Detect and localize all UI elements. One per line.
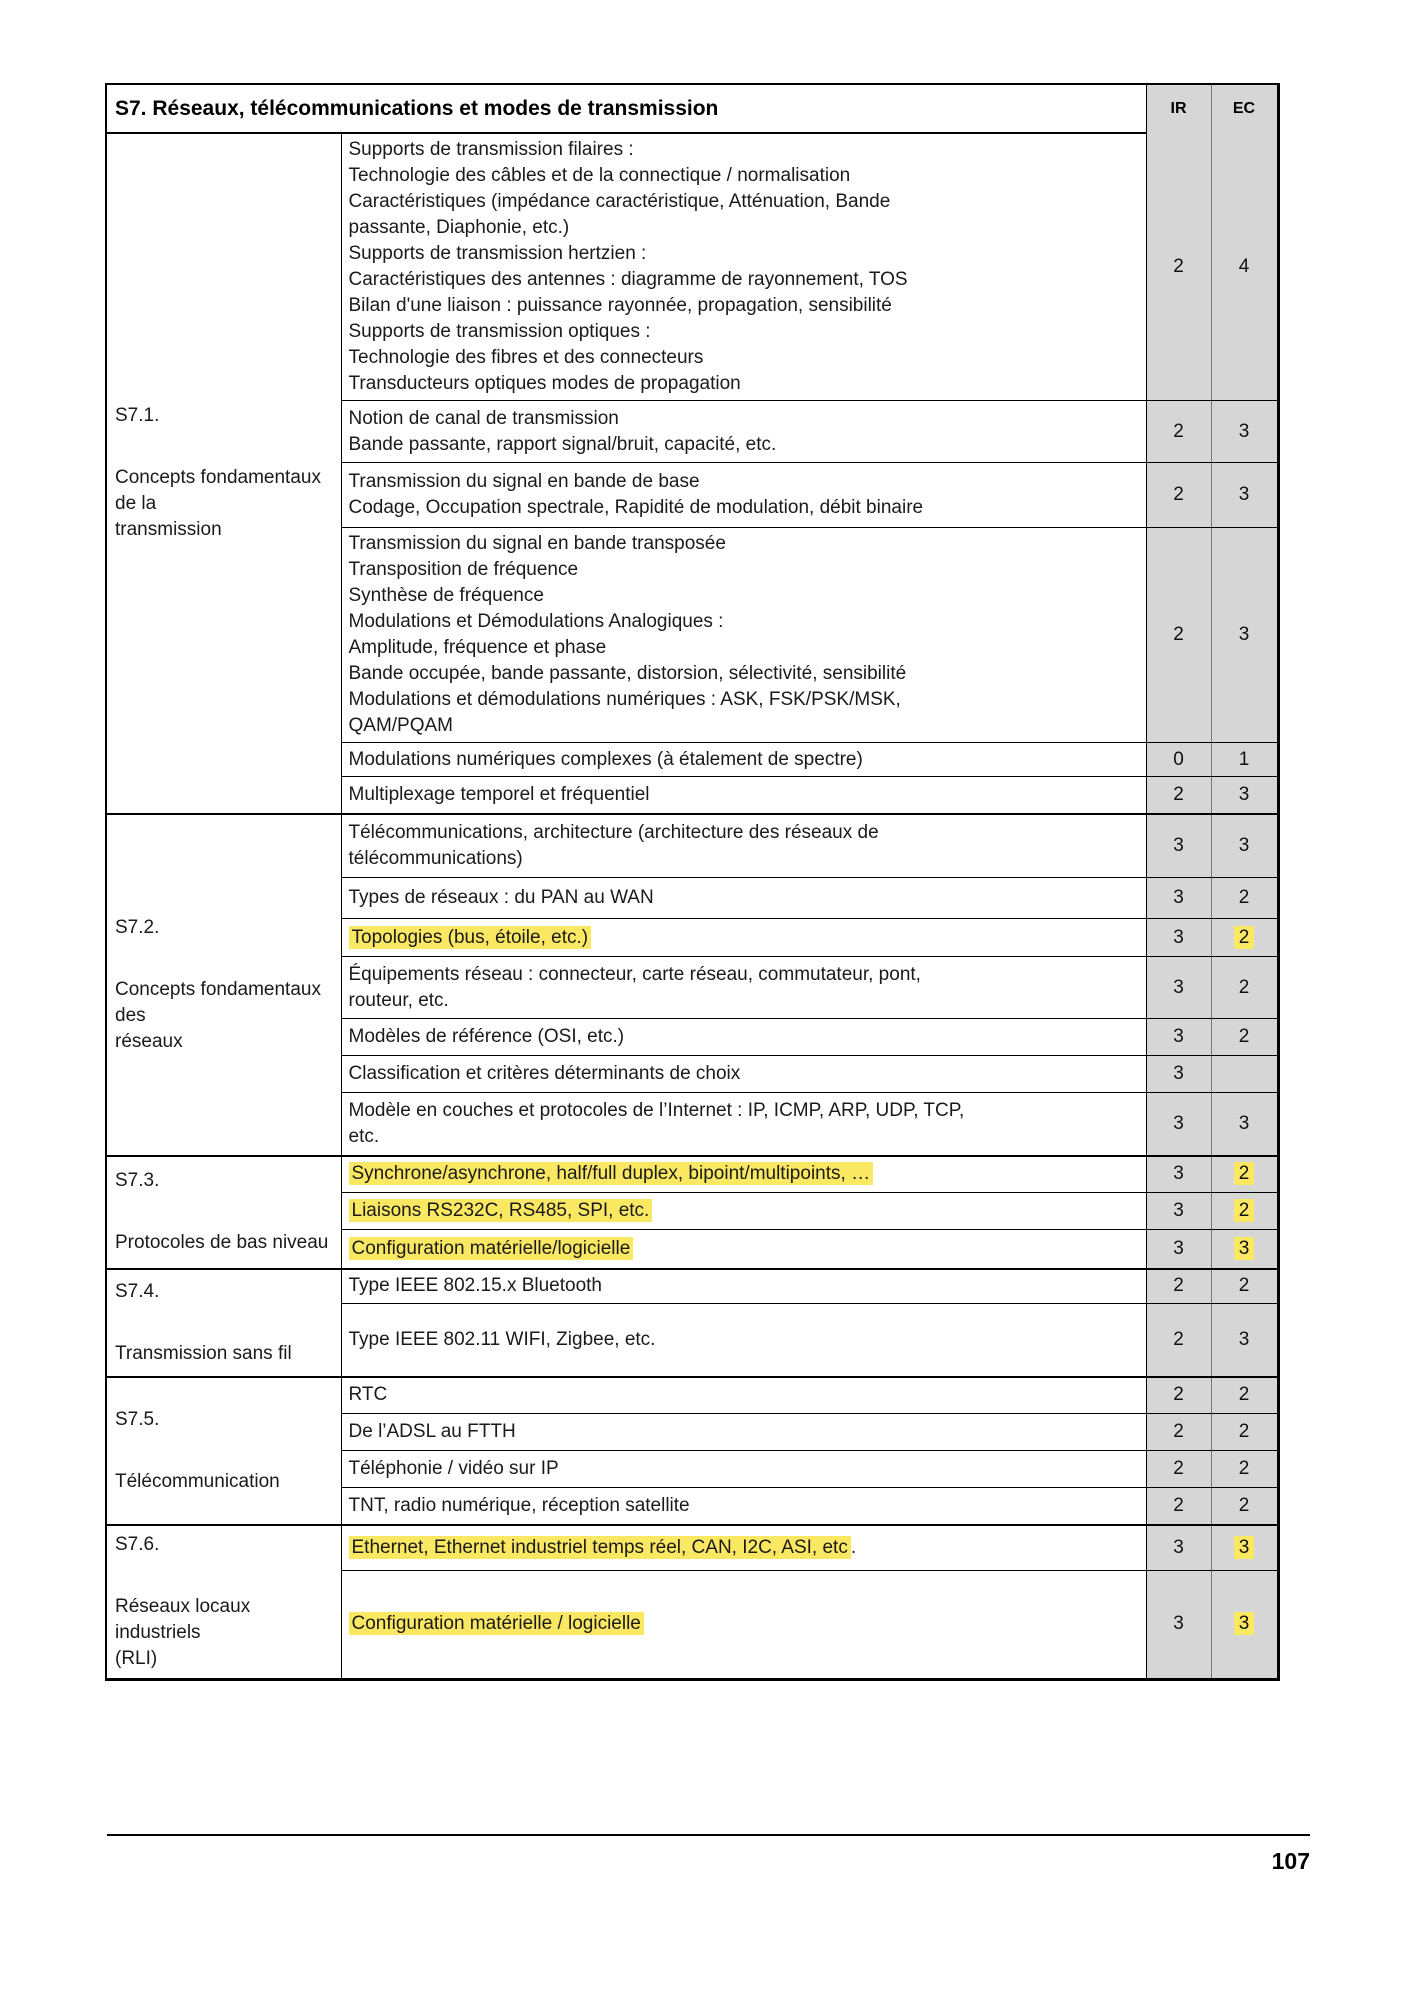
page-number: 107 [1271,1848,1310,1874]
ir-value-cell: 3 [1146,814,1211,878]
ec-value-cell [1211,919,1278,957]
highlighted-value: 2 [1234,926,1255,949]
ec-value-cell: 3 [1211,401,1278,463]
ir-value-cell: 2 [1146,777,1211,814]
topic-cell [341,743,1146,777]
topic-cell [341,1377,1146,1414]
section-code: S7.3. [115,1170,160,1191]
ec-value-cell: 2 [1211,1488,1278,1525]
topic-line-suffix: . [850,1536,857,1558]
ir-value-cell: 3 [1146,1019,1211,1056]
topic-line: Types de réseaux : du PAN au WAN [348,887,654,908]
table-title: S7. Réseaux, télécommunications et modes de transmission [106,84,1146,133]
topic-line: Transmission du signal en bande transposée [348,533,726,554]
topic-line: Type IEEE 802.11 WIFI, Zigbee, etc. [348,1328,656,1350]
topic-line: passante, Diaphonie, etc.) [348,217,570,238]
topic-cell [341,1230,1146,1269]
ir-value-cell: 3 [1146,919,1211,957]
section-title: Transmission sans fil [115,1342,292,1364]
section-label-cell [106,1525,341,1680]
topic-line: télécommunications) [348,847,523,869]
topic-line [349,1161,1140,1187]
ec-value-cell: 2 [1211,1414,1278,1451]
highlighted-text: Liaisons RS232C, RS485, SPI, etc. [349,1199,653,1222]
topic-line: Supports de transmission filaires : [348,139,634,160]
topic-line [349,1535,1140,1561]
topic-cell [341,528,1146,743]
topic-line [349,1611,1140,1637]
topic-line: Modèles de référence (OSI, etc.) [348,1026,625,1047]
topic-cell [341,463,1146,528]
topic-line: Notion de canal de transmission [348,407,619,429]
topic-line: Codage, Occupation spectrale, Rapidité de modulation, débit binaire [348,497,924,518]
ir-value-cell: 3 [1146,1093,1211,1156]
section-title: Concepts fondamentaux des réseaux [115,978,321,1052]
ec-value-cell: 2 [1211,1451,1278,1488]
table-row [106,1269,1278,1304]
ir-value-cell: 2 [1146,528,1211,743]
table-row [106,1377,1278,1414]
ec-value-cell [1211,1230,1278,1269]
topic-cell [341,1056,1146,1093]
topic-line: Synthèse de fréquence [348,585,544,606]
topic-cell [341,1570,1146,1679]
ec-value-cell: 4 [1211,133,1278,401]
ec-value-cell: 3 [1211,528,1278,743]
ir-value-cell: 3 [1146,957,1211,1019]
section-code: S7.1. [115,405,160,427]
topic-line: Modèle en couches et protocoles de l’Internet : IP, ICMP, ARP, UDP, TCP, [348,1099,965,1121]
section-label-cell [106,1269,341,1377]
curriculum-table-wrapper [105,83,1280,1681]
highlighted-text: Synchrone/asynchrone, half/full duplex, bipoint/multipoints, … [349,1162,874,1185]
topic-cell [341,1451,1146,1488]
ec-value-cell: 2 [1211,957,1278,1019]
highlighted-value: 3 [1234,1612,1255,1635]
ir-value-cell: 2 [1146,1414,1211,1451]
ir-value-cell: 2 [1146,1377,1211,1414]
ir-value-cell: 2 [1146,401,1211,463]
highlighted-text: Ethernet, Ethernet industriel temps réel, CAN, I2C, ASI, etc [349,1536,851,1559]
topic-line: Type IEEE 802.15.x Bluetooth [348,1275,603,1297]
ec-value-cell [1211,1525,1278,1571]
topic-cell [341,1269,1146,1304]
ir-value-cell: 2 [1146,133,1211,401]
table-row [106,133,1278,401]
topic-line: Bande passante, rapport signal/bruit, capacité, etc. [348,433,777,455]
topic-line: QAM/PQAM [348,715,454,736]
topic-cell [341,878,1146,919]
ir-value-cell: 2 [1146,1488,1211,1525]
ir-value-cell: 0 [1146,743,1211,777]
topic-line: routeur, etc. [348,989,449,1011]
topic-line: Caractéristiques des antennes : diagramme de rayonnement, TOS [348,269,908,290]
topic-cell [341,401,1146,463]
section-label-cell [106,1377,341,1525]
topic-cell [341,957,1146,1019]
topic-line: Supports de transmission optiques : [348,321,651,342]
section-code: S7.2. [115,916,160,938]
section-title: Protocoles de bas niveau [115,1232,329,1253]
topic-line: Équipements réseau : connecteur, carte réseau, commutateur, pont, [348,963,921,985]
topic-line: Modulations et Démodulations Analogiques : [348,611,724,632]
ec-value-cell: 1 [1211,743,1278,777]
footer-divider [107,1834,1310,1836]
topic-cell [341,1156,1146,1193]
ec-value-cell [1211,1056,1278,1093]
highlighted-text: Configuration matérielle/logicielle [349,1237,634,1260]
ir-value-cell: 3 [1146,878,1211,919]
ir-value-cell: 2 [1146,1269,1211,1304]
topic-cell [341,133,1146,401]
topic-line: Supports de transmission hertzien : [348,243,647,264]
column-header-ir: IR [1146,84,1211,133]
highlighted-value: 3 [1234,1237,1255,1260]
topic-cell [341,1488,1146,1525]
ec-value-cell [1211,1570,1278,1679]
topic-line [349,925,1140,951]
highlighted-value: 2 [1234,1162,1255,1185]
section-label-cell [106,814,341,1156]
topic-cell [341,777,1146,814]
topic-line: Transducteurs optiques modes de propagation [348,373,741,394]
table-row [106,814,1278,878]
ir-value-cell: 2 [1146,1451,1211,1488]
highlighted-text: Configuration matérielle / logicielle [349,1612,644,1635]
topic-line: Modulations numériques complexes (à étalement de spectre) [348,748,863,770]
topic-cell [341,1414,1146,1451]
topic-line: Modulations et démodulations numériques : ASK, FSK/PSK/MSK, [348,689,901,710]
column-header-ec: EC [1211,84,1278,133]
topic-line: De l’ADSL au FTTH [348,1421,516,1442]
topic-cell [341,919,1146,957]
topic-line [349,1198,1140,1224]
topic-line: Transmission du signal en bande de base [348,471,700,492]
ir-value-cell: 2 [1146,1304,1211,1377]
section-title: Concepts fondamentaux de la transmission [115,467,321,541]
section-title: Télécommunication [115,1470,280,1492]
ec-value-cell [1211,1156,1278,1193]
highlighted-text: Topologies (bus, étoile, etc.) [349,926,592,949]
section-code: S7.6. [115,1533,160,1555]
topic-line: Technologie des fibres et des connecteurs [348,347,704,368]
topic-line: RTC [348,1384,388,1406]
ir-value-cell: 3 [1146,1056,1211,1093]
topic-line: Amplitude, fréquence et phase [348,637,607,658]
highlighted-value: 3 [1234,1536,1255,1559]
topic-cell [341,1019,1146,1056]
section-label-cell [106,133,341,814]
ir-value-cell: 2 [1146,463,1211,528]
ec-value-cell: 2 [1211,1377,1278,1414]
ec-value-cell: 3 [1211,1304,1278,1377]
topic-line: Transposition de fréquence [348,559,579,580]
topic-line: Bilan d'une liaison : puissance rayonnée, propagation, sensibilité [348,295,892,316]
ir-value-cell: 3 [1146,1525,1211,1571]
ec-value-cell: 3 [1211,1093,1278,1156]
ec-value-cell: 2 [1211,1019,1278,1056]
ir-value-cell: 3 [1146,1570,1211,1679]
topic-cell [341,1525,1146,1571]
ir-value-cell: 3 [1146,1156,1211,1193]
topic-line: Multiplexage temporel et fréquentiel [348,783,650,805]
ec-value-cell: 3 [1211,463,1278,528]
ec-value-cell [1211,1193,1278,1230]
ec-value-cell: 2 [1211,878,1278,919]
topic-line: Classification et critères déterminants de choix [348,1063,741,1084]
table-row [106,1525,1278,1571]
topic-line: TNT, radio numérique, réception satellite [348,1494,690,1516]
table-row [106,1156,1278,1193]
topic-cell [341,1304,1146,1377]
ir-value-cell: 3 [1146,1230,1211,1269]
topic-cell [341,1193,1146,1230]
section-code: S7.5. [115,1408,160,1430]
table-header-row [106,84,1278,133]
highlighted-value: 2 [1234,1199,1255,1222]
ir-value-cell: 3 [1146,1193,1211,1230]
curriculum-table [105,83,1280,1681]
topic-line: Télécommunications, architecture (architecture des réseaux de [348,821,879,843]
topic-line: Caractéristiques (impédance caractéristique, Atténuation, Bande [348,191,891,212]
ec-value-cell: 3 [1211,814,1278,878]
topic-line: Technologie des câbles et de la connectique / normalisation [348,165,851,186]
topic-line: etc. [348,1125,380,1147]
ec-value-cell: 3 [1211,777,1278,814]
section-code: S7.4. [115,1280,160,1302]
topic-line: Téléphonie / vidéo sur IP [348,1458,559,1479]
section-title: Réseaux locaux industriels (RLI) [115,1595,251,1669]
topic-line [349,1236,1140,1262]
topic-line: Bande occupée, bande passante, distorsion, sélectivité, sensibilité [348,663,907,684]
topic-cell [341,1093,1146,1156]
ec-value-cell: 2 [1211,1269,1278,1304]
section-label-cell [106,1156,341,1269]
topic-cell [341,814,1146,878]
